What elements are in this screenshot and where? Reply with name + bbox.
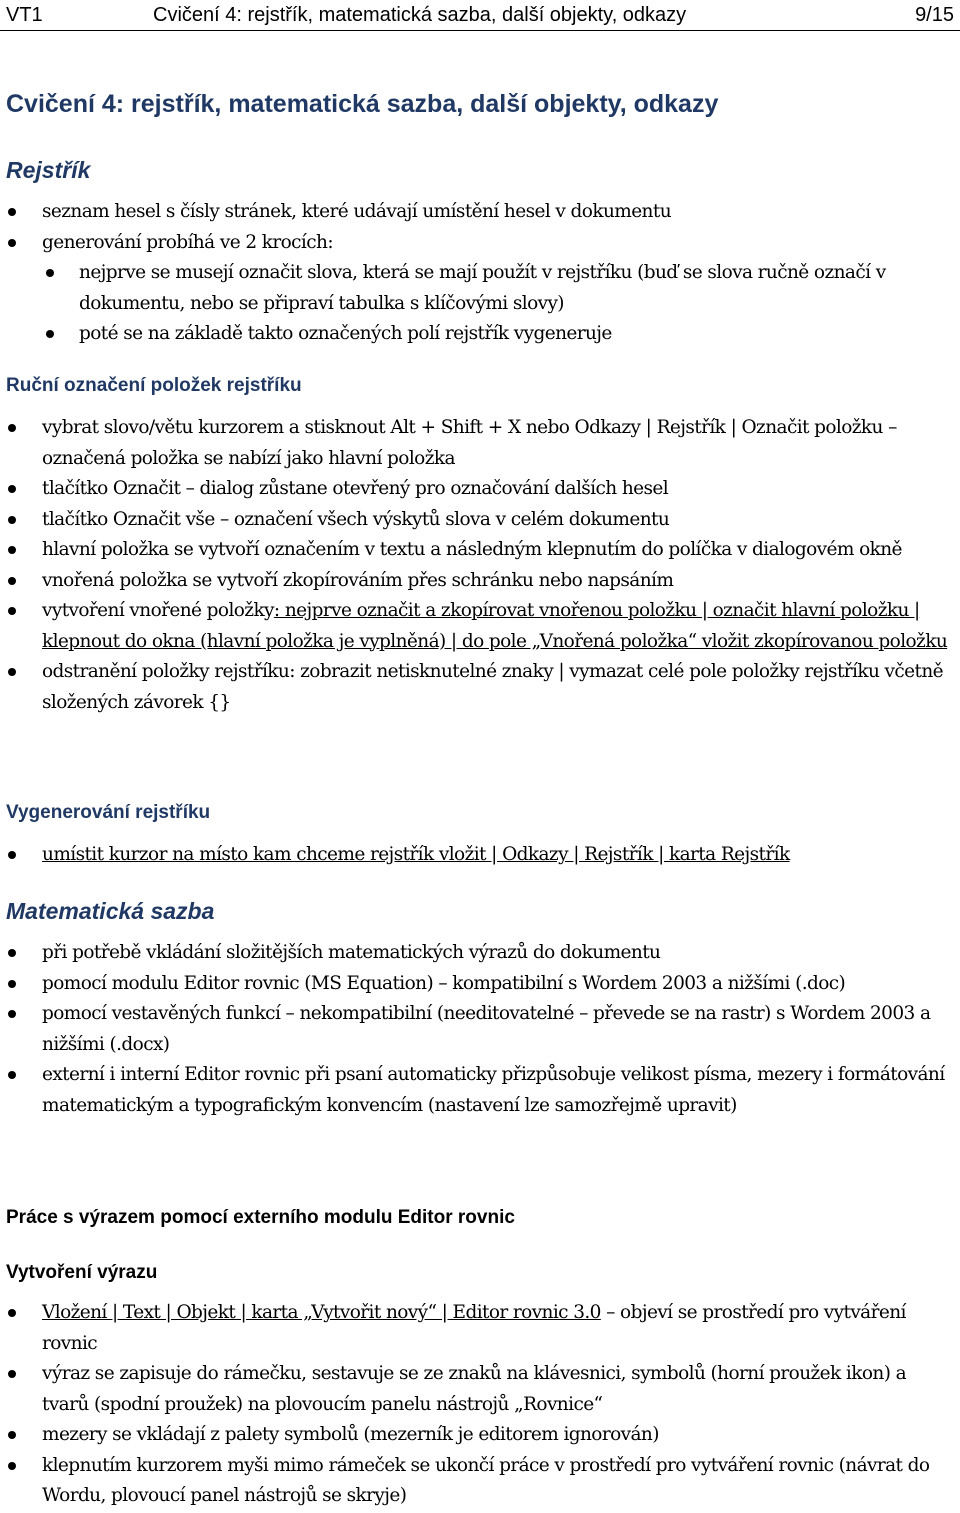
bullet-icon (8, 1071, 16, 1079)
bullet-icon (46, 330, 54, 338)
list-item-nested: poté se na základě takto označených polí rejstřík vygeneruje (0, 319, 960, 350)
list-item: mezery se vkládají z palety symbolů (mezerník je editorem ignorován) (0, 1420, 960, 1451)
list-item: tlačítko Označit vše – označení všech výskytů slova v celém dokumentu (0, 505, 960, 536)
bullet-icon (8, 1431, 16, 1439)
bullet-icon (8, 516, 16, 524)
list-item: klepnutím kurzorem myši mimo rámeček se ukončí práce v prostředí pro vytváření rovnic (návrat do Wordu, plovoucí panel nástrojů se skryje) (0, 1451, 960, 1512)
list-item: vybrat slovo/větu kurzorem a stisknout Alt + Shift + X nebo Odkazy | Rejstřík | Označit položku – označená položka se nabízí jako hlavní položka (0, 413, 960, 474)
bullet-icon (8, 607, 16, 615)
heading-rucni-oznaceni: Ruční označení položek rejstříku (6, 375, 302, 396)
bullet-icon (8, 239, 16, 247)
heading-matematicka-sazba: Matematická sazba (6, 898, 215, 924)
list-item-nested: nejprve se musejí označit slova, která se mají použít v rejstříku (buď se slova ručně označí v dokumentu, nebo se připraví tabulka s klíčovými slovy) (0, 258, 960, 319)
heading-rejstrik: Rejstřík (6, 157, 91, 183)
list-item: pomocí modulu Editor rovnic (MS Equation) – kompatibilní s Wordem 2003 a nižšími (.doc) (0, 969, 960, 1000)
list-item: generování probíhá ve 2 krocích: (0, 228, 960, 259)
heading-vytvoreni-vyrazu: Vytvoření výrazu (6, 1262, 158, 1283)
heading-prace-s-vyrazem: Práce s výrazem pomocí externího modulu Editor rovnic (6, 1207, 515, 1228)
list-matematicka-sazba (0, 938, 960, 1121)
bullet-icon (8, 1010, 16, 1018)
list-item: výraz se zapisuje do rámečku, sestavuje se ze znaků na klávesnici, symbolů (horní proužek ikon) a tvarů (spodní proužek) na plovoucím panelu nástrojů „Rovnice“ (0, 1359, 960, 1420)
header-course-code: VT1 (6, 4, 43, 26)
list-item: pomocí vestavěných funkcí – nekompatibilní (needitovatelné – převede se na rastr) s Wordem 2003 a nižšími (.docx) (0, 999, 960, 1060)
list-item: vytvoření vnořené položky: nejprve označit a zkopírovat vnořenou položku | označit hlavní položku | klepnout do okna (hlavní položka je vyplněná) | do pole „Vnořená položka“ vložit zkopírovanou položku (0, 596, 960, 657)
bullet-icon (8, 424, 16, 432)
page-title: Cvičení 4: rejstřík, matematická sazba, další objekty, odkazy (6, 90, 719, 118)
heading-vygenerovani: Vygenerování rejstříku (6, 802, 211, 823)
bullet-icon (8, 485, 16, 493)
list-vytvoreni-vyrazu (0, 1298, 960, 1512)
underlined-procedure: : nejprve označit a zkopírovat vnořenou položku | označit hlavní položku | klepnout do okna (hlavní položka je vyplněná) | do pole „Vnořená položka“ vložit zkopírovanou položku (42, 600, 948, 652)
header-page-number: 9/15 (915, 4, 954, 26)
list-item: umístit kurzor na místo kam chceme rejstřík vložit | Odkazy | Rejstřík | karta Rejstřík (0, 840, 960, 871)
list-item: Vložení | Text | Objekt | karta „Vytvořit nový“ | Editor rovnic 3.0 – objeví se prostředí pro vytváření rovnic (0, 1298, 960, 1359)
list-vygenerovani (0, 840, 960, 871)
list-item: vnořená položka se vytvoří zkopírováním přes schránku nebo napsáním (0, 566, 960, 597)
list-item: externí i interní Editor rovnic při psaní automaticky přizpůsobuje velikost písma, mezery i formátování matematickým a typografickým konvencím (nastavení lze samozřejmě upravit) (0, 1060, 960, 1121)
list-rucni-oznaceni (0, 413, 960, 718)
bullet-icon (8, 1462, 16, 1470)
list-item: odstranění položky rejstříku: zobrazit netisknutelné znaky | vymazat celé pole položky rejstříku včetně složených závorek {} (0, 657, 960, 718)
bullet-icon (46, 269, 54, 277)
list-item: při potřebě vkládání složitějších matematických výrazů do dokumentu (0, 938, 960, 969)
bullet-icon (8, 949, 16, 957)
bullet-icon (8, 1309, 16, 1317)
list-item: seznam hesel s čísly stránek, které udávají umístění hesel v dokumentu (0, 197, 960, 228)
bullet-icon (8, 851, 16, 859)
underlined-procedure: Vložení | Text | Objekt | karta „Vytvořit nový“ | Editor rovnic 3.0 (42, 1302, 601, 1323)
list-item: hlavní položka se vytvoří označením v textu a následným klepnutím do políčka v dialogovém okně (0, 535, 960, 566)
bullet-icon (8, 577, 16, 585)
page-header (0, 0, 960, 31)
list-item: tlačítko Označit – dialog zůstane otevřený pro označování dalších hesel (0, 474, 960, 505)
bullet-icon (8, 208, 16, 216)
header-chapter-title: Cvičení 4: rejstřík, matematická sazba, další objekty, odkazy (153, 4, 687, 26)
list-rejstrik (0, 197, 960, 350)
bullet-icon (8, 1370, 16, 1378)
bullet-icon (8, 980, 16, 988)
bullet-icon (8, 546, 16, 554)
bullet-icon (8, 668, 16, 676)
